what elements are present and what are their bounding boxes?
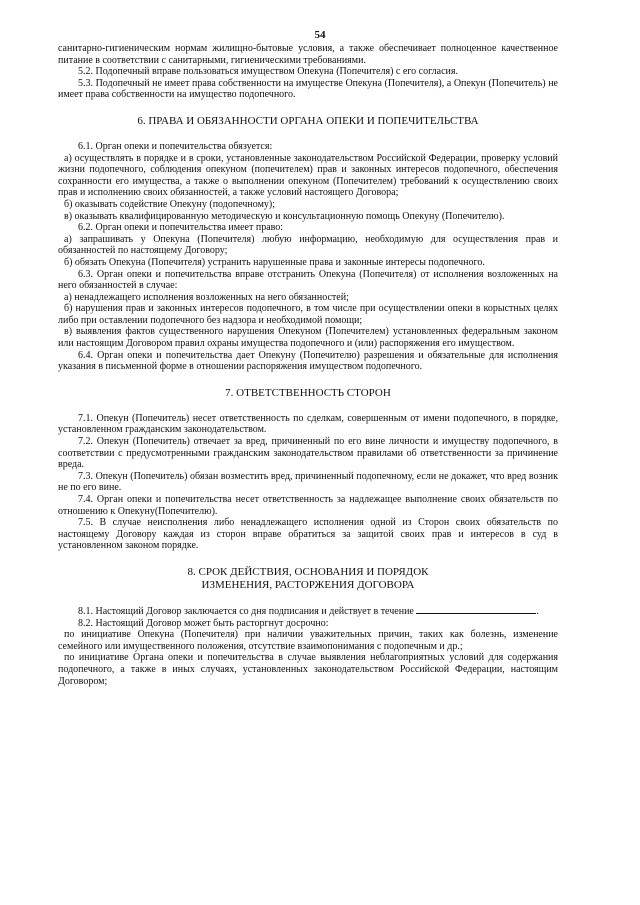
paragraph: 5.3. Подопечный не имеет права собственности на имуществе Опекуна (Попечителя), а Опекун (Попечитель) не имеет права собственности на имущество подопечного. [58, 77, 558, 101]
paragraph: 6.1. Орган опеки и попечительства обязуется: [78, 140, 273, 152]
section-heading-8-line-2: ИЗМЕНЕНИЯ, РАСТОРЖЕНИЯ ДОГОВОРА [201, 578, 415, 591]
paragraph: 8.2. Настоящий Договор может быть расторгнут досрочно: [78, 617, 329, 629]
paragraph: по инициативе Опекуна (Попечителя) при наличии уважительных причин, таких как болезнь, изменение семейного или имущественного положения, отсутствие взаимопонимания с подопечным и др.; [58, 629, 558, 652]
paragraph: 7.3. Опекун (Попечитель) обязан возместить вред, причиненный подопечному, если не докажет, что вред возник не по его вине. [58, 470, 558, 494]
paragraph: 7.1. Опекун (Попечитель) несет ответственность по сделкам, совершенным от имени подопечного, в порядке, установленном гражданским законодательством. [58, 412, 558, 436]
paragraph: санитарно-гигиеническим нормам жилищно-бытовые условия, а также обеспечивает полноценное качественное питание в соответствии с санитарными, гигиеническими требованиями. [58, 43, 558, 66]
section-heading-7: 7. ОТВЕТСТВЕННОСТЬ СТОРОН [225, 386, 391, 399]
paragraph: б) нарушения прав и законных интересов подопечного, в том числе при осуществлении опеки в корыстных целях либо при оставлении подопечного без надзора и необходимой помощи; [58, 303, 558, 326]
section-heading-8-line-1: 8. СРОК ДЕЙСТВИЯ, ОСНОВАНИЯ И ПОРЯДОК [187, 565, 429, 578]
paragraph: 6.2. Орган опеки и попечительства имеет право: [78, 222, 284, 234]
paragraph: б) обязать Опекуна (Попечителя) устранить нарушенные права и законные интересы подопечного. [64, 256, 485, 268]
paragraph: в) оказывать квалифицированную методическую и консультационную помощь Опекуну (Попечителю). [64, 210, 505, 222]
paragraph: 5.2. Подопечный вправе пользоваться имуществом Опекуна (Попечителя) с его согласия. [78, 66, 458, 78]
paragraph-term [58, 604, 558, 618]
term-blank-field [416, 604, 536, 614]
paragraph: по инициативе Органа опеки и попечительства в случае выявления неблагоприятных условий для содержания подопечного, а также в иных случаях, установленных законодательством Российской Федерации, настоящим Договором; [58, 652, 558, 687]
document-body [58, 43, 558, 687]
term-text: 8.1. Настоящий Договор заключается со дня подписания и действует в течение [78, 605, 414, 617]
paragraph: в) выявления фактов существенного нарушения Опекуном (Попечителем) установленных федеральным законом или настоящим Договором правил охраны имущества подопечного и (или) распоряжения его имуществом. [58, 326, 558, 350]
paragraph: 6.4. Орган опеки и попечительства дает Опекуну (Попечителю) разрешения и обязательные для исполнения указания в письменной форме в отношении распоряжения имуществом подопечного. [58, 349, 558, 373]
term-period: . [536, 605, 539, 617]
section-heading-6: 6. ПРАВА И ОБЯЗАННОСТИ ОРГАНА ОПЕКИ И ПОПЕЧИТЕЛЬСТВА [137, 114, 479, 127]
paragraph: а) осуществлять в порядке и в сроки, установленные законодательством Российской Федерации, проверку условий жизни подопечного, соблюдения опекуном (попечителем) прав и законных интересов подопечного, обеспечения сохранности его имущества, а также о выполнении опекуном (Попечителем) требований к осуществлению своих прав и исполнению своих обязанностей, а также условий настоящего Договора; [58, 152, 558, 199]
paragraph: 6.3. Орган опеки и попечительства вправе отстранить Опекуна (Попечителя) от исполнения возложенных на него обязанностей в случае: [58, 268, 558, 292]
paragraph: а) ненадлежащего исполнения возложенных на него обязанностей; [64, 291, 349, 303]
paragraph: 7.2. Опекун (Попечитель) отвечает за вред, причиненный по его вине личности и имуществу подопечного, в соответствии с предусмотренными гражданским законодательством правилами об ответственности за причинение вреда. [58, 436, 558, 471]
section-heading-8 [58, 566, 558, 592]
page-number: 54 [314, 29, 326, 41]
paragraph: 7.4. Орган опеки и попечительства несет ответственность за надлежащее выполнение своих обязательств по отношению к Опекуну(Попечителю). [58, 494, 558, 517]
paragraph: б) оказывать содействие Опекуну (подопечному); [64, 198, 276, 210]
paragraph: а) запрашивать у Опекуна (Попечителя) любую информацию, необходимую для осуществления прав и обязанностей по настоящему Договору; [58, 233, 558, 257]
paragraph: 7.5. В случае неисполнения либо ненадлежащего исполнения одной из Сторон своих обязательств по настоящему Договору каждая из сторон вправе обратиться за защитой своих прав и интересов в суд в установленном законом порядке. [58, 517, 558, 552]
